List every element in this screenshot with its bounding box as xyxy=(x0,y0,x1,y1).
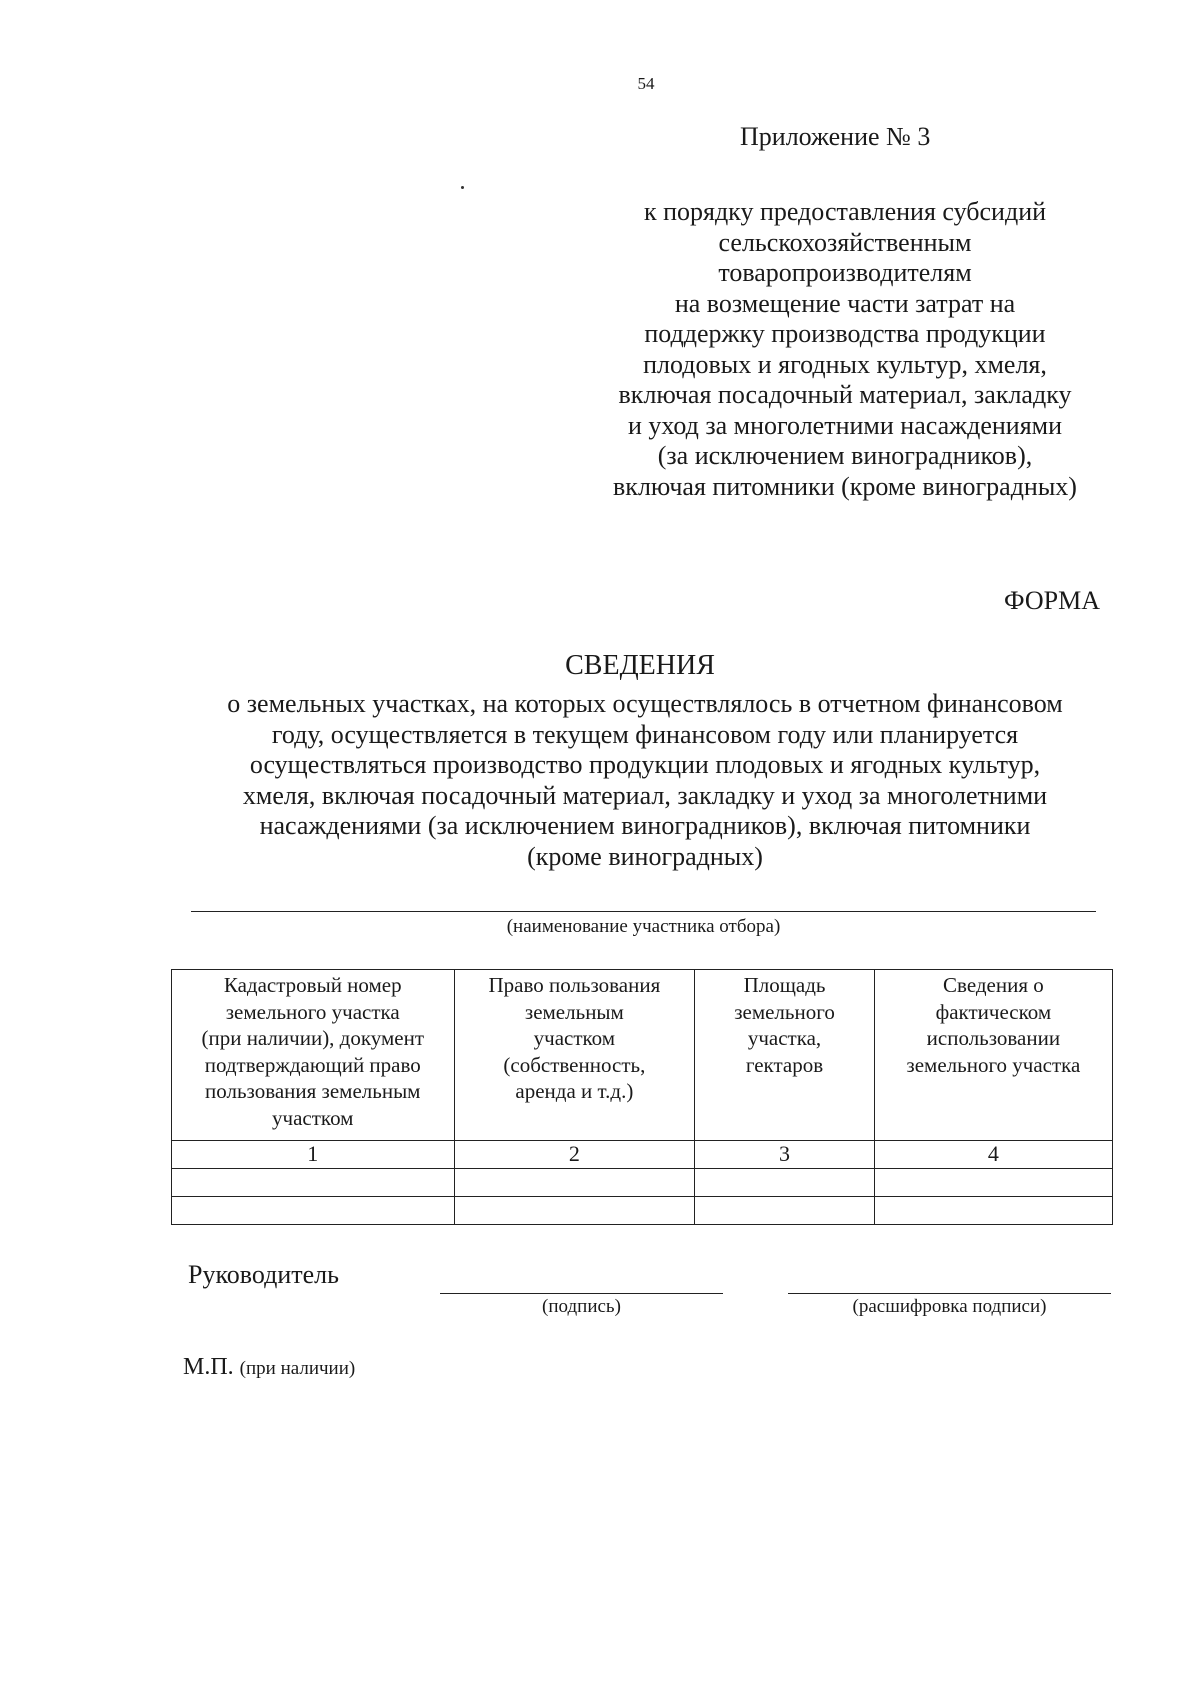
subtitle-line: о земельных участках, на которых осуществлялось в отчетном финансовом xyxy=(227,689,1063,718)
table-cell[interactable] xyxy=(172,1169,455,1197)
header-line: Площадь xyxy=(743,973,826,997)
subtitle-line: хмеля, включая посадочный материал, закладку и уход за многолетними xyxy=(242,780,1048,810)
signature-decode-line[interactable] xyxy=(788,1293,1111,1294)
header-line: земельного участка xyxy=(906,1052,1081,1077)
table-cell[interactable] xyxy=(454,1197,695,1225)
table-cell[interactable] xyxy=(454,1169,695,1197)
header-line: земельного участка xyxy=(225,999,400,1024)
header-line: (собственность, xyxy=(503,1052,646,1077)
header-line: участком xyxy=(272,1105,354,1130)
participant-name-line[interactable] xyxy=(191,911,1096,912)
header-line: участка, xyxy=(747,1026,822,1050)
stamp-note: (при наличии) xyxy=(239,1358,356,1379)
header-line: пользования земельным xyxy=(205,1079,421,1103)
appendix-title: Приложение № 3 xyxy=(740,122,931,151)
table-cell[interactable] xyxy=(695,1197,875,1225)
header-line: гектаров xyxy=(745,1052,824,1077)
appendix-line: (за исключением виноградников), xyxy=(657,441,1033,470)
table-header-row xyxy=(172,970,1113,1141)
column-number: 4 xyxy=(874,1141,1112,1169)
header-line: участком xyxy=(533,1026,616,1050)
column-number: 2 xyxy=(454,1141,695,1169)
header-line: Право пользования xyxy=(488,973,661,997)
appendix-line: сельскохозяйственным xyxy=(718,227,972,257)
header-line: использовании xyxy=(926,1026,1061,1050)
header-line: Кадастровый номер xyxy=(223,973,402,997)
signature-line[interactable] xyxy=(440,1293,723,1294)
page-number: 54 xyxy=(637,74,655,93)
header-line: земельного xyxy=(734,999,835,1024)
header-line: (при наличии), документ xyxy=(201,1026,425,1050)
scan-dot xyxy=(461,186,464,189)
signature-decode-caption: (расшифровка подписи) xyxy=(852,1296,1047,1317)
header-line: земельным xyxy=(524,999,624,1024)
column-number: 3 xyxy=(695,1141,875,1169)
table-cell[interactable] xyxy=(695,1169,875,1197)
header-area xyxy=(695,970,875,1141)
signature-caption: (подпись) xyxy=(542,1296,621,1317)
appendix-line: товаропроизводителям xyxy=(718,258,972,287)
header-cadastral-number xyxy=(172,970,455,1141)
appendix-line: на возмещение части затрат на xyxy=(674,288,1016,318)
subtitle-line: году, осуществляется в текущем финансовом году или планируется xyxy=(271,719,1019,749)
table-row xyxy=(172,1169,1113,1197)
table-cell[interactable] xyxy=(172,1197,455,1225)
header-line: аренда и т.д.) xyxy=(515,1079,634,1103)
appendix-line: включая посадочный материал, закладку xyxy=(618,380,1072,409)
subtitle-line: насаждениями (за исключением виноградников), включая питомники xyxy=(259,811,1031,840)
header-line: фактическом xyxy=(935,999,1052,1024)
appendix-line: плодовых и ягодных культур, хмеля, xyxy=(643,349,1047,379)
participant-name-caption: (наименование участника отбора) xyxy=(506,916,781,937)
table-cell[interactable] xyxy=(874,1197,1112,1225)
appendix-description xyxy=(560,197,1130,502)
document-subtitle xyxy=(160,689,1130,872)
appendix-line: включая питомники (кроме виноградных) xyxy=(613,471,1077,501)
document-title: СВЕДЕНИЯ xyxy=(565,650,715,681)
column-number-row xyxy=(172,1141,1113,1169)
header-line: подтверждающий право xyxy=(204,1052,421,1077)
land-plots-table xyxy=(171,969,1113,1225)
subtitle-line: осуществляться производство продукции плодовых и ягодных культур, xyxy=(249,750,1041,779)
column-number: 1 xyxy=(172,1141,455,1169)
header-line: Сведения о xyxy=(943,973,1044,997)
header-usage-right xyxy=(454,970,695,1141)
form-label: ФОРМА xyxy=(1004,586,1100,615)
appendix-line: поддержку производства продукции xyxy=(644,319,1046,348)
subtitle-line: (кроме виноградных) xyxy=(527,841,763,871)
appendix-line: к порядку предоставления субсидий xyxy=(643,197,1047,226)
appendix-line: и уход за многолетними насаждениями xyxy=(627,410,1063,440)
head-label: Руководитель xyxy=(188,1260,339,1289)
header-actual-usage xyxy=(874,970,1112,1141)
table-cell[interactable] xyxy=(874,1169,1112,1197)
stamp-place xyxy=(183,1354,355,1381)
stamp-label: М.П. xyxy=(183,1354,234,1380)
table-row xyxy=(172,1197,1113,1225)
